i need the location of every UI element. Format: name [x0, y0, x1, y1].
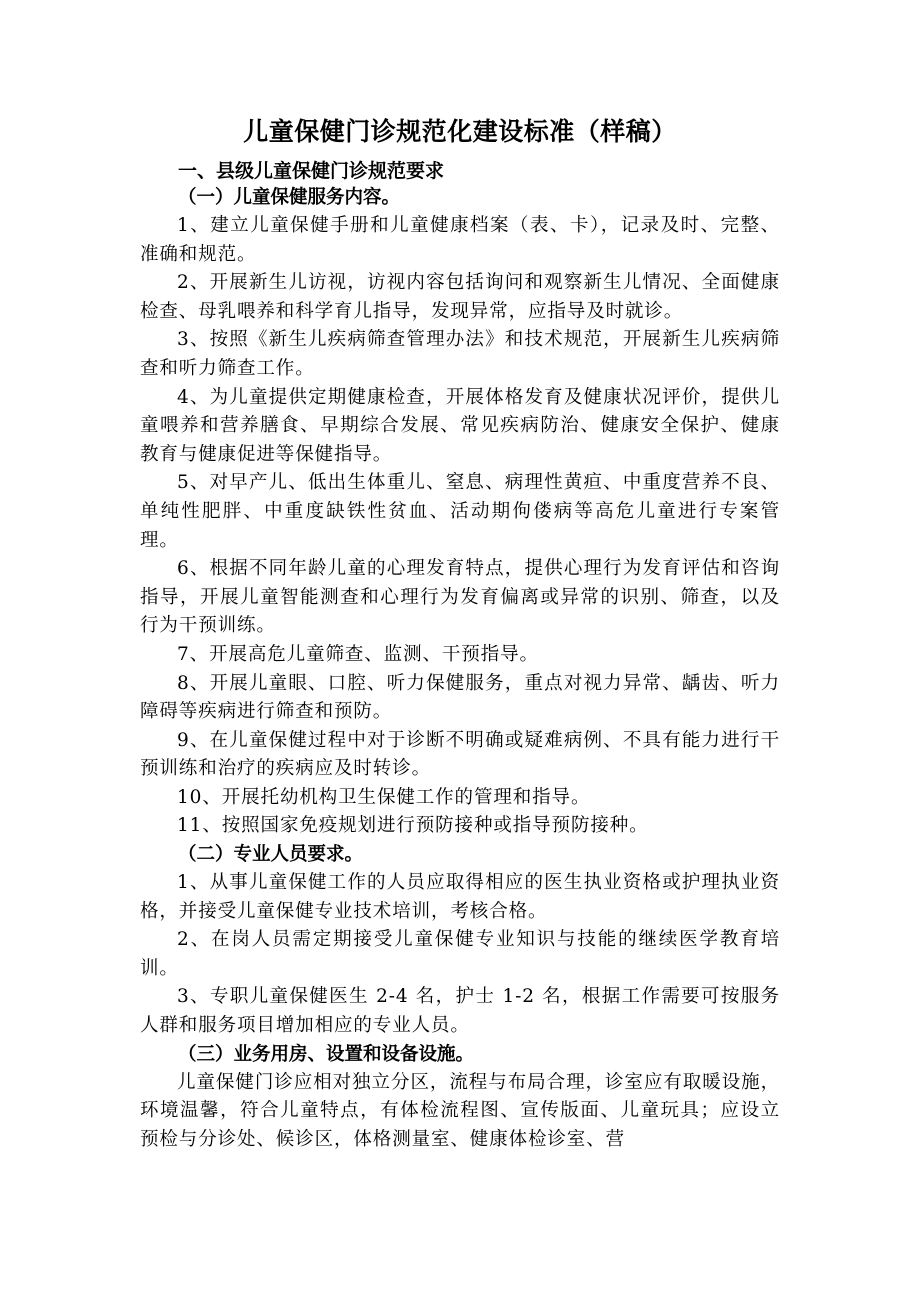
paragraph: 10、开展托幼机构卫生保健工作的管理和指导。: [177, 786, 591, 808]
paragraph: 儿童保健门诊应相对独立分区，流程与布局合理，诊室应有取暖设施，环境温馨，符合儿童特点，有体检流程图、宣传版面、儿童玩具；应设立预检与分诊处、候诊区，体格测量室、健康体检诊室、营: [140, 1071, 780, 1150]
subsection-heading-2: （二）专业人员要求。: [178, 844, 364, 866]
document-page: [140, 112, 780, 1154]
paragraph: 8、开展儿童眼、口腔、听力保健服务，重点对视力异常、龋齿、听力障碍等疾病进行筛查和预防。: [140, 672, 780, 723]
document-title: 儿童保健门诊规范化建设标准（样稿）: [243, 117, 677, 146]
paragraph: 9、在儿童保健过程中对于诊断不明确或疑难病例、不具有能力进行干预训练和治疗的疾病应及时转诊。: [140, 729, 780, 780]
subsection-heading-1: （一）儿童保健服务内容。: [178, 187, 401, 208]
paragraph: 3、专职儿童保健医生 2-4 名，护士 1-2 名，根据工作需要可按服务人群和服务项目增加相应的专业人员。: [140, 986, 780, 1037]
paragraph: 1、从事儿童保健工作的人员应取得相应的医生执业资格或护理执业资格，并接受儿童保健专业技术培训，考核合格。: [140, 872, 780, 922]
paragraph: 6、根据不同年龄儿童的心理发育特点，提供心理行为发育评估和咨询指导，开展儿童智能测查和心理行为发育偏离或异常的识别、筛查，以及行为干预训练。: [140, 558, 780, 637]
paragraph: 3、按照《新生儿疾病筛查管理办法》和技术规范，开展新生儿疾病筛查和听力筛查工作。: [140, 329, 780, 379]
paragraph: 4、为儿童提供定期健康检查，开展体格发育及健康状况评价，提供儿童喂养和营养膳食、早期综合发展、常见疾病防治、健康安全保护、健康教育与健康促进等保健指导。: [140, 386, 780, 465]
paragraph: 2、开展新生儿访视，访视内容包括询问和观察新生儿情况、全面健康检查、母乳喂养和科学育儿指导，发现异常，应指导及时就诊。: [140, 272, 780, 322]
paragraph: 1、建立儿童保健手册和儿童健康档案（表、卡），记录及时、完整、准确和规范。: [140, 215, 780, 265]
subsection-heading-3: （三）业务用房、设置和设备设施。: [178, 1043, 475, 1065]
paragraph: 11、按照国家免疫规划进行预防接种或指导预防接种。: [177, 815, 649, 837]
section-heading-1: 一、县级儿童保健门诊规范要求: [178, 160, 445, 182]
paragraph: 2、在岗人员需定期接受儿童保健专业知识与技能的继续医学教育培训。: [140, 929, 780, 979]
paragraph: 5、对早产儿、低出生体重儿、窒息、病理性黄疸、中重度营养不良、单纯性肥胖、中重度缺铁性贫血、活动期佝偻病等高危儿童进行专案管理。: [140, 472, 780, 551]
paragraph: 7、开展高危儿童筛查、监测、干预指导。: [177, 643, 539, 665]
